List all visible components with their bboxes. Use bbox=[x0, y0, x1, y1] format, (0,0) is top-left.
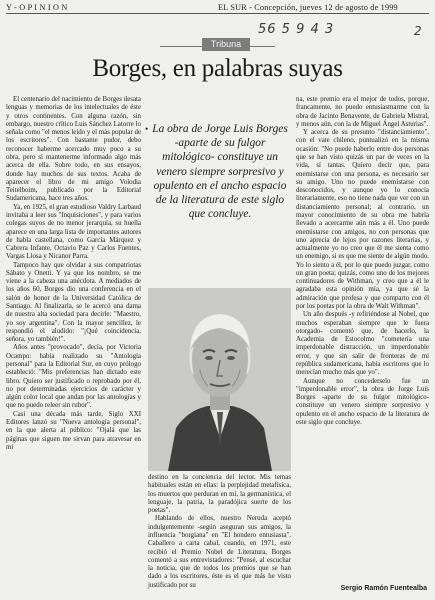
article-column-1 bbox=[6, 96, 141, 452]
paragraph: destino en la conciencia del lector. Mis temas habituales están en ellas: la perplejidad metafísica, los muertos que perduran en mí, la germanística, el lenguaje, la patria, la paradójica suerte de los poetas". bbox=[148, 474, 291, 515]
paragraph: El centenario del nacimiento de Borges desata lenguas y memorias de los intelectuales de éste y otros continentes. Con alguna razón, sin embargo, nuestro crítico Luis Sánchez Latorre lo señala como "el menos leído y el más popular de los escritores". Con bastante pudor, debo reconocer haberme acercado muy poco a su obra, pero sí mantenerme informado algo más acerca de ella. Sobre todo, en sus ensayos, donde hay muchos de sus textos. Acaba de aparecer el libro de mi amigo Volodia Teitelboim, publicado por la Editorial Sudamericana, hace tres años. bbox=[6, 96, 141, 203]
paragraph: Aunque no concederselo fue un "imperdonable error", la obra de Jorge Luis Borges -aparte de su fulgor mitológico- constituye un venero siempre sorpresivo y opulento en el ancho espacio de la literatura de este siglo que concluye. bbox=[296, 377, 429, 426]
article-title: Borges, en palabras suyas bbox=[92, 55, 343, 82]
paragraph: na, este premio era el mejor de todos, porque, francamente, no puedo entusiasmarme con la obra de Jacinto Benavente, de Gabriela Mistral, y menos aún, con la de Miguel Ángel Asturias". bbox=[296, 96, 429, 128]
article-column-2 bbox=[148, 474, 291, 590]
section-label: Tribuna bbox=[202, 38, 250, 51]
portrait-illustration bbox=[148, 288, 291, 471]
byline: Sergio Ramón Fuentealba bbox=[340, 585, 427, 592]
paragraph: Casi una década más tarde, Siglo XXI Editores lanzó su "Nueva antología personal", en la que alerta al público: "Ojalá que las páginas que siguen me sirvan para atravesar en mi bbox=[6, 410, 141, 451]
author-portrait-photo bbox=[148, 288, 291, 471]
page-number-mark: 2 bbox=[414, 24, 422, 38]
pull-quote: La obra de Jorge Luis Borges -aparte de su fulgor mitológico- constituye un venero siempre sorpresivo y opulento en el ancho espacio de la literatura de este siglo que concluye. bbox=[152, 123, 288, 221]
section-header: Y - O P I N I O N bbox=[6, 3, 68, 12]
paragraph: Y acerca de su presunto "distanciamiento", con el vate chileno, puntualizó en la misma ocasión: "No puede haberlo entre dos personas que se han visto quizás un par de veces en la vida, sí tantas. Quiero decir que, para enemistarse con una persona, es necesario ser su amigo. Uno no puede enemistarse con desconocidos, y aunque yo lo conocía literariamente, eso no tiene nada que ver con un distanciamiento personal; al contrario, un mayor conocimiento de su obra me habría llevado a acercarme aún más a él. Uno puede enemistarse con amigos, no con personas que uno aprecia de lejos por razones literarias, y actualmente yo no creo que él me sienta como un enemigo, si es que me siente de algún modo. Yo lo siento a él, por lo que puedo juzgar, como un gran poeta; quizás, como uno de los mejores continuadores de Withman, y creo que a él le agradaba esta opinión mía, ya que sé la admiración que profesa y que comparto con él por los poetas por la obra de Walt Withman". bbox=[296, 129, 429, 311]
paragraph: Años antes "provocado", decía, por Victoria Ocampo: había realizado su "Antología personal" para la Editorial Sur, en cuyo prólogo estableció: "Mis preferencias han dictado este libro. Quiero ser justificado o reprobado por él, no por determinadas ejercicios de carácter y algún color local que andan por las antologías y que no puedo releer sin rubor". bbox=[6, 344, 141, 410]
header-rule bbox=[6, 13, 429, 14]
paragraph: Hablando de ellos, nuestro Neruda aceptó indulgentemente -según aseguran sus amigos, la influencia "borgiana" en "El hondero entusiasta". Caballero a carta cabal, cuando, en 1971, este recibió el Premio Nobel de Literatura, Borges comentó a sus entrevistadores: "Pensé, al escuchar la noticia, que de todos los premios que se han dado a los escritores, éste es el que más he visto justificado por su bbox=[148, 515, 291, 589]
paragraph: Tampoco hay que olvidar a sus compatriotas Sábato y Onetti. Y ya que los nombro, se me viene a la cabeza una anécdota. A mediados de los años 60, Borges dio una conferencia en el salón de honor de la Universidad Católica de Santiago. Al finalizarla, se le acercó una dama de nuestra alta sociedad para decirle: "Maestro, yo soy argentina". Con la mayor sencillez, le respondió el aludido: "¡Qué coincidencia, señora, yo también!". bbox=[6, 261, 141, 344]
bullet-icon: • bbox=[145, 124, 149, 134]
paragraph: Un año después -y refiriéndose al Nobel, que muchos esperaban siempre que le fuera otorgado- comentó que, de hacerlo, la Academia de Estocolmo "cometería una imperdonable distracción, un imperdonable error, y que sin salir de fronteras de mi república sudamericana, había escritores que lo merecían mucho más que yo". bbox=[296, 311, 429, 377]
article-column-3 bbox=[296, 96, 429, 427]
newspaper-dateline: EL SUR - Concepción, jueves 12 de agosto de 1999 bbox=[218, 3, 398, 12]
handwritten-annotation: 56 5 9 4 3 bbox=[258, 22, 335, 37]
paragraph: Ya, en 1925, el gran estudioso Valdry Larbaud invitaba a leer sus "Inquisiciones", y para varios colegas suyos de no menor jerarquía, su huella aparece en una larga lista de importantes autores de habla castellana, como García Márquez y Cabrera Infante, Octavio Paz y Carlos Fuentes, Vargas Llosa y Nicanor Parra. bbox=[6, 203, 141, 261]
